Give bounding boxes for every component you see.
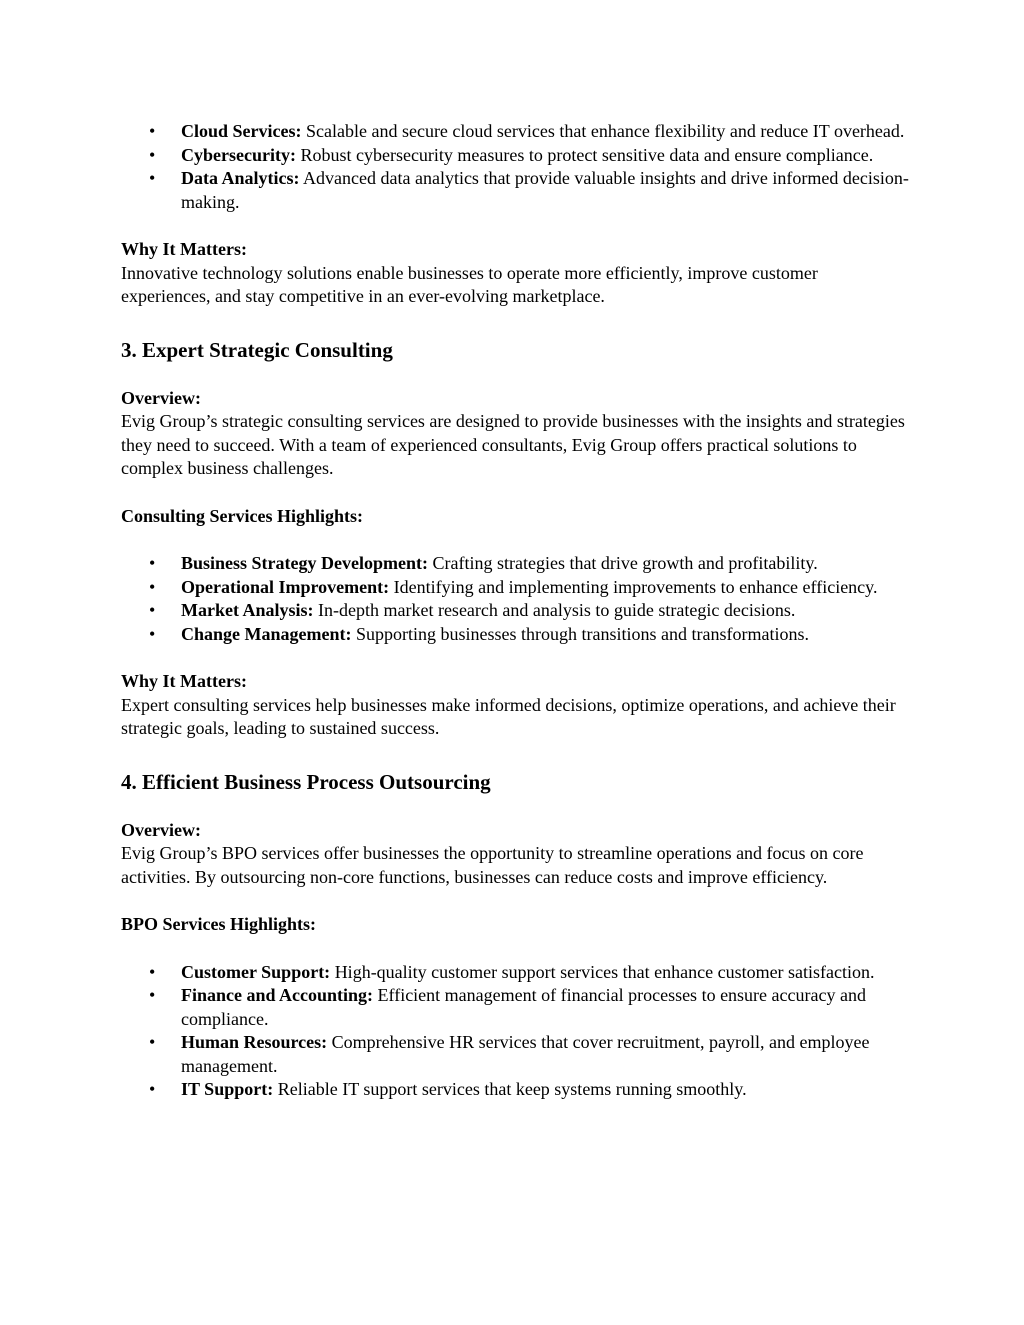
bullet-icon: • <box>149 985 156 1005</box>
list-item-term: Cybersecurity: <box>181 144 296 165</box>
list-item-term: Business Strategy Development: <box>181 553 428 573</box>
bullet-icon: • <box>149 121 156 141</box>
list-item <box>121 576 911 600</box>
list-item-term: Change Management: <box>181 623 352 644</box>
list-item <box>121 1031 911 1078</box>
list-item <box>121 961 911 985</box>
list-item <box>121 552 911 576</box>
list-item <box>121 623 911 647</box>
document-page <box>121 120 911 1102</box>
bullet-icon: • <box>149 553 156 573</box>
list-item-text: High-quality customer support services that enhance customer satisfaction. <box>334 961 875 982</box>
overview-label: Overview: <box>121 819 201 840</box>
list-item <box>121 984 911 1031</box>
list-item <box>121 120 911 144</box>
bullet-icon: • <box>149 600 156 620</box>
list-item-term: IT Support: <box>181 1079 274 1099</box>
bullet-icon: • <box>149 961 156 982</box>
list-item <box>121 167 911 214</box>
highlights-label: BPO Services Highlights: <box>121 914 316 934</box>
bpo-list <box>121 961 911 1102</box>
list-item-text: In-depth market research and analysis to guide strategic decisions. <box>318 600 796 620</box>
list-item-term: Finance and Accounting: <box>181 985 374 1005</box>
list-item-text: Crafting strategies that drive growth and profitability. <box>432 553 818 573</box>
technology-list <box>121 120 911 214</box>
section-heading: 4. Efficient Business Process Outsourcing <box>121 769 491 794</box>
list-item-text: Comprehensive HR services that cover recruitment, payroll, and employee management. <box>181 1032 870 1076</box>
list-item-text: Robust cybersecurity measures to protect sensitive data and ensure compliance. <box>300 144 874 165</box>
list-item-text: Advanced data analytics that provide valuable insights and drive informed decision-making. <box>181 168 909 212</box>
overview-text: Evig Group’s BPO services offer businesses the opportunity to streamline operations and focus on core activities. By outsourcing non-core functions, businesses can reduce costs and improve efficiency. <box>121 843 864 887</box>
why-text: Expert consulting services help businesses make informed decisions, optimize operations, and achieve their strategic goals, leading to sustained success. <box>121 694 896 738</box>
bullet-icon: • <box>149 144 156 165</box>
list-item <box>121 144 911 168</box>
overview-text: Evig Group’s strategic consulting services are designed to provide businesses with the insights and strategies they need to succeed. With a team of experienced consultants, Evig Group offers practical solutions to complex business challenges. <box>121 411 905 478</box>
list-item-text: Reliable IT support services that keep systems running smoothly. <box>277 1079 747 1099</box>
list-item <box>121 1078 911 1102</box>
list-item-text: Efficient management of financial processes to ensure accuracy and compliance. <box>181 985 866 1029</box>
list-item-text: Identifying and implementing improvements to enhance efficiency. <box>393 576 878 597</box>
bullet-icon: • <box>149 168 156 188</box>
highlights-label: Consulting Services Highlights: <box>121 505 364 526</box>
list-item-term: Market Analysis: <box>181 600 314 620</box>
why-label: Why It Matters: <box>121 239 247 259</box>
bullet-icon: • <box>149 623 156 644</box>
list-item-text: Scalable and secure cloud services that enhance flexibility and reduce IT overhead. <box>306 121 905 141</box>
list-item-term: Customer Support: <box>181 961 331 982</box>
list-item-term: Human Resources: <box>181 1032 328 1052</box>
section-heading: 3. Expert Strategic Consulting <box>121 337 393 362</box>
why-label: Why It Matters: <box>121 671 247 691</box>
bullet-icon: • <box>149 576 156 597</box>
bullet-icon: • <box>149 1032 156 1052</box>
list-item-term: Cloud Services: <box>181 121 302 141</box>
list-item-text: Supporting businesses through transitions and transformations. <box>355 623 809 644</box>
list-item-term: Data Analytics: <box>181 168 300 188</box>
why-text: Innovative technology solutions enable businesses to operate more efficiently, improve customer experiences, and stay competitive in an ever-evolving marketplace. <box>121 262 818 306</box>
overview-label: Overview: <box>121 387 201 408</box>
consulting-list <box>121 552 911 646</box>
list-item-term: Operational Improvement: <box>181 576 390 597</box>
list-item <box>121 599 911 623</box>
bullet-icon: • <box>149 1079 156 1099</box>
